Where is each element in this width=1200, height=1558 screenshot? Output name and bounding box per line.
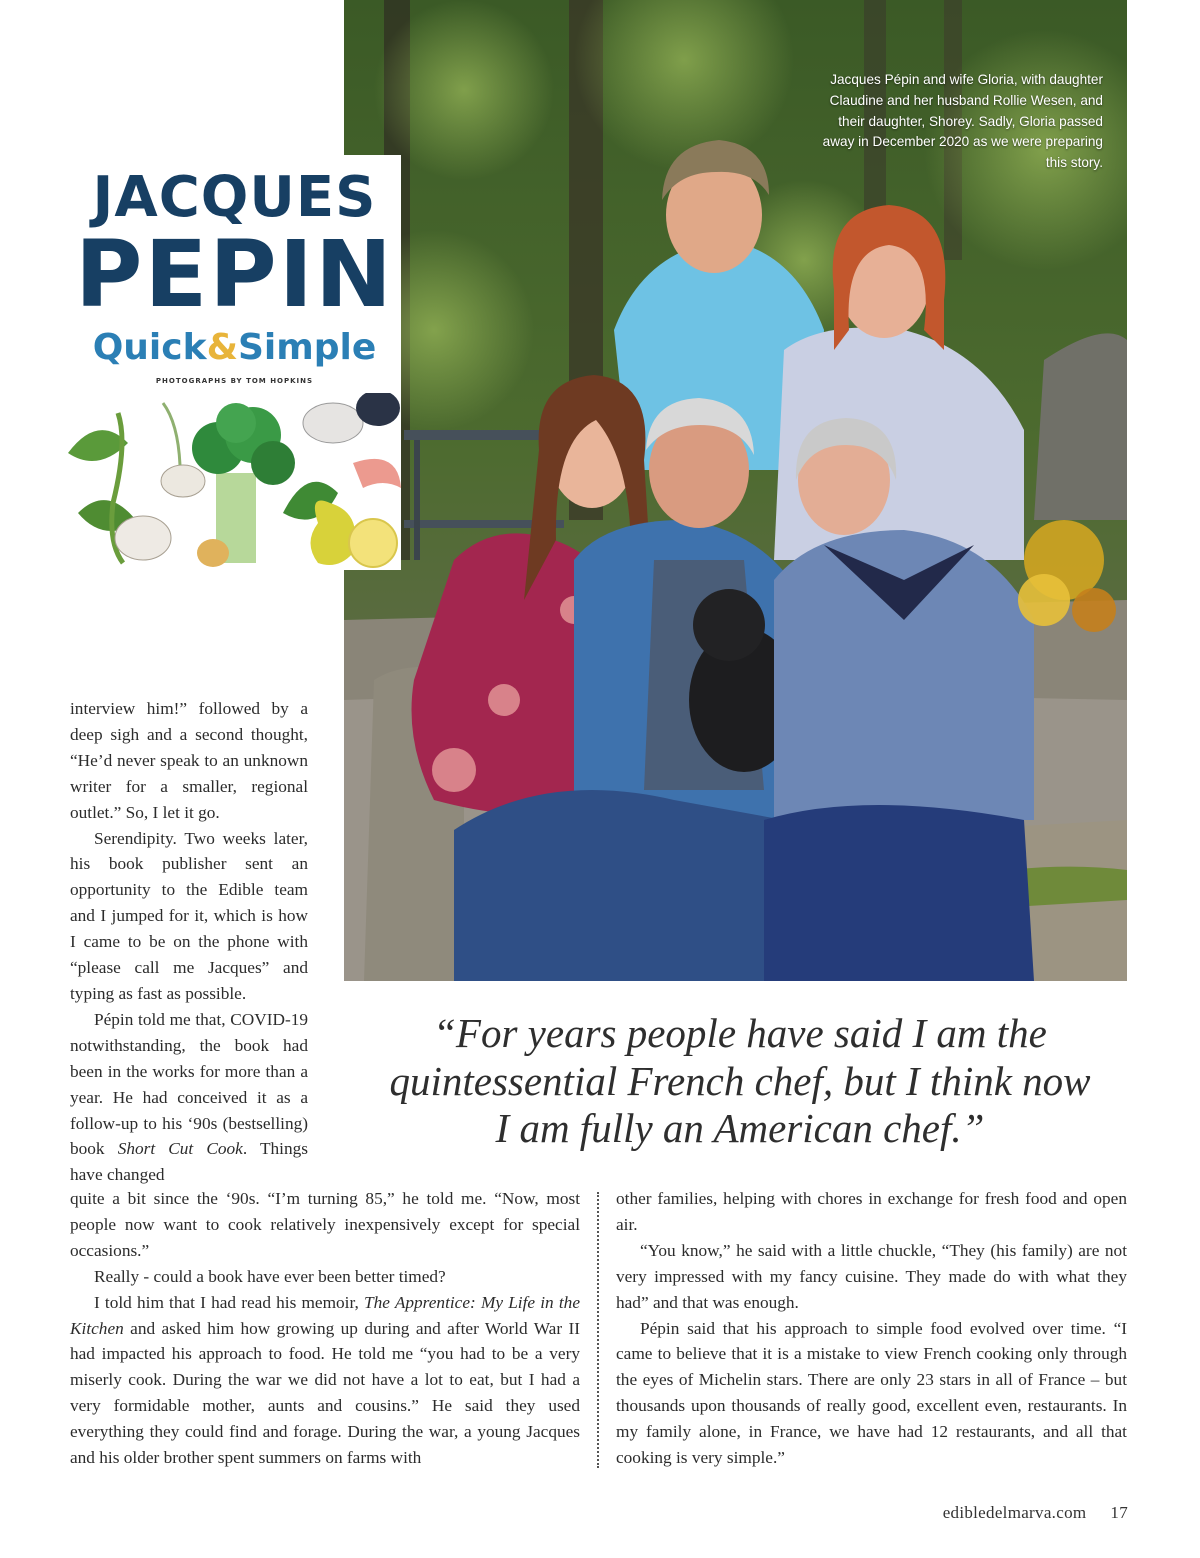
book-vegetable-illustration xyxy=(68,393,401,570)
article-column-narrow xyxy=(70,696,308,1188)
book-photo-credit: PHOTOGRAPHS BY TOM HOPKINS xyxy=(155,377,314,385)
article-text: . Things have changed xyxy=(70,1139,308,1185)
book-cover xyxy=(68,155,401,570)
pull-quote-line: quintessential French chef, but I think now xyxy=(389,1057,1091,1104)
article-paragraph: Pépin said that his approach to simple food evolved over time. “I came to believe that it is a mistake to view French cooking only through the eyes of Michelin stars. There are only 23 stars in all of France – but thousands upon thousands of really good, excellent even, restaurants. In my family alone, in France, we have had 12 restaurants, and all that cooking is very simple.” xyxy=(616,1318,1127,1468)
article-column-left xyxy=(70,1186,580,1471)
book-title-short-cut-cook: Short Cut Cook xyxy=(117,1139,243,1159)
footer-website: edibledelmarva.com xyxy=(942,1503,1087,1522)
page-number: 17 xyxy=(1110,1503,1128,1522)
article-paragraph: other families, helping with chores in exchange for fresh food and open air. xyxy=(616,1189,1127,1234)
book-author-last-name: PEPIN xyxy=(75,221,394,328)
family-photo xyxy=(344,0,1127,981)
article-column-right xyxy=(616,1186,1127,1471)
page-footer xyxy=(943,1502,1128,1524)
column-divider xyxy=(597,1192,599,1468)
article-paragraph: interview him!” followed by a deep sigh and a second thought, “He’d never speak to an unknown writer for a smaller, regional outlet.” So, I let it go. xyxy=(70,699,308,822)
article-text: Pépin told me that, COVID-19 notwithstanding, the book had been in the works for more than a year. He had conceived it as a follow-up to his ‘90s (bestselling) book xyxy=(70,1009,308,1159)
article-paragraph: Really - could a book have ever been better timed? xyxy=(94,1266,446,1286)
book-subtitle xyxy=(68,327,401,369)
article-paragraph xyxy=(70,1290,580,1471)
article-paragraph: “You know,” he said with a little chuckle, “They (his family) are not very impressed with my fancy cuisine. They made do with what they had” and that was enough. xyxy=(616,1240,1127,1312)
article-paragraph xyxy=(70,1007,308,1188)
book-subtitle-quick: Quick xyxy=(92,327,207,368)
pull-quote-line: “For years people have said I am the xyxy=(433,1010,1047,1056)
pull-quote xyxy=(350,1010,1130,1153)
book-author-first-name: JACQUES xyxy=(92,165,377,230)
pull-quote-line: I am fully an American chef.” xyxy=(495,1105,985,1151)
article-paragraph: quite a bit since the ‘90s. “I’m turning 85,” he told me. “Now, most people now want to cook relatively inexpensively except for special occasions.” xyxy=(70,1189,580,1260)
photo-caption: Jacques Pépin and wife Gloria, with daughter Claudine and her husband Rollie Wesen, and their daughter, Shorey. Sadly, Gloria passed away in December 2020 as we were preparing this story. xyxy=(822,72,1103,171)
article-text: I told him that I had read his memoir, xyxy=(94,1292,365,1312)
book-title-the-apprentice: The Apprentice: My Life in the Kitchen xyxy=(70,1292,580,1338)
article-paragraph: Serendipity. Two weeks later, his book publisher sent an opportunity to the Edible team and I jumped for it, which is how I came to be on the phone with “please call me Jacques” and typing as fast as possible. xyxy=(70,828,308,1003)
book-subtitle-ampersand: & xyxy=(206,327,238,368)
article-text: and asked him how growing up during and after World War II had impacted his approach to food. He told me “you had to be a very miserly cook. During the war we did not have a lot to eat, but I had a very formidable mother, aunts and cousins.” He said they used everything they could find and forage. During the war, a young Jacques and his older brother spent summers on farms with xyxy=(70,1318,580,1468)
book-subtitle-simple: Simple xyxy=(237,327,377,368)
